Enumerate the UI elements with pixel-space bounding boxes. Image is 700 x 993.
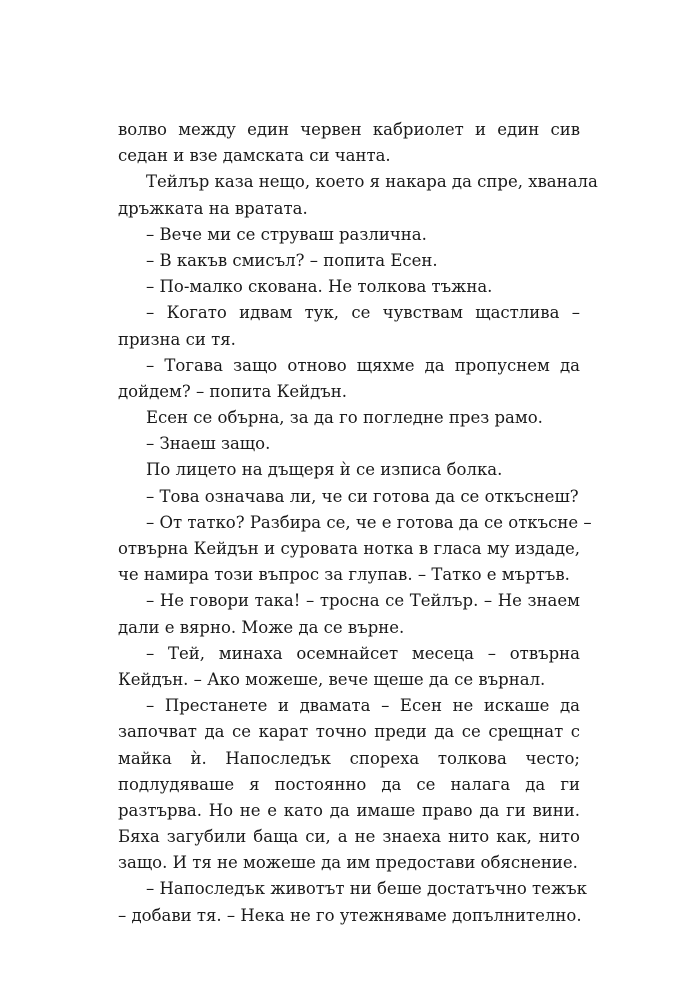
text-line: че намира този въпрос за глупав. – Татко е мъртъв. <box>118 565 570 585</box>
text-line: седан и взе дамската си чанта. <box>118 146 391 166</box>
text-line: разтърва. Но не е като да имаше право да ги вини. <box>118 800 580 820</box>
text-line: По лицето на дъщеря ѝ се изписа болка. <box>146 460 503 480</box>
text-line: – Напоследък животът ни беше достатъчно тежък <box>146 879 587 899</box>
text-line: – добави тя. – Нека не го утежняваме допълнително. <box>118 905 582 925</box>
text-line: – В какъв смисъл? – попита Есен. <box>146 250 438 270</box>
text-line: Бяха загубили баща си, а не знаеха нито как, нито <box>118 827 580 847</box>
text-line: – Вече ми се струваш различна. <box>146 224 427 244</box>
body-text <box>118 117 598 929</box>
text-line: – Това означава ли, че си готова да се откъснеш? <box>146 486 579 506</box>
text-line: дали е вярно. Може да се върне. <box>118 617 405 637</box>
text-line: – От татко? Разбира се, че е готова да се откъсне – <box>146 512 592 532</box>
text-line: Тейлър каза нещо, което я накара да спре, хванала <box>146 172 598 192</box>
text-line: – Не говори така! – тросна се Тейлър. – Не знаем <box>146 591 580 611</box>
text-line: започват да се карат точно преди да се срещнат с <box>118 722 580 742</box>
text-line: отвърна Кейдън и суровата нотка в гласа му издаде, <box>118 539 580 558</box>
text-line: подлудяваше я постоянно да се налага да ги <box>118 774 580 794</box>
text-line: – По-малко скована. Не толкова тъжна. <box>146 277 493 297</box>
text-line: – Когато идвам тук, се чувствам щастлива – <box>146 303 580 323</box>
text-line: защо. И тя не можеше да им предостави обяснение. <box>118 853 578 873</box>
text-line: дойдем? – попита Кейдън. <box>118 381 348 401</box>
text-line: призна си тя. <box>118 329 236 349</box>
text-line: – Тогава защо отново щяхме да пропуснем да <box>146 355 580 375</box>
text-line: – Престанете и двамата – Есен не искаше да <box>146 696 580 716</box>
text-line: Кейдън. – Ако можеше, вече щеше да се върнал. <box>118 669 546 689</box>
text-line: – Знаеш защо. <box>146 434 271 454</box>
text-line: волво между един червен кабриолет и един сив <box>118 120 580 139</box>
text-line: – Тей, минаха осемнайсет месеца – отвърна <box>146 643 580 663</box>
text-line: Есен се обърна, за да го погледне през рамо. <box>146 408 543 428</box>
text-line: майка ѝ. Напоследък спореха толкова често; <box>118 748 580 768</box>
text-line: дръжката на вратата. <box>118 198 308 218</box>
